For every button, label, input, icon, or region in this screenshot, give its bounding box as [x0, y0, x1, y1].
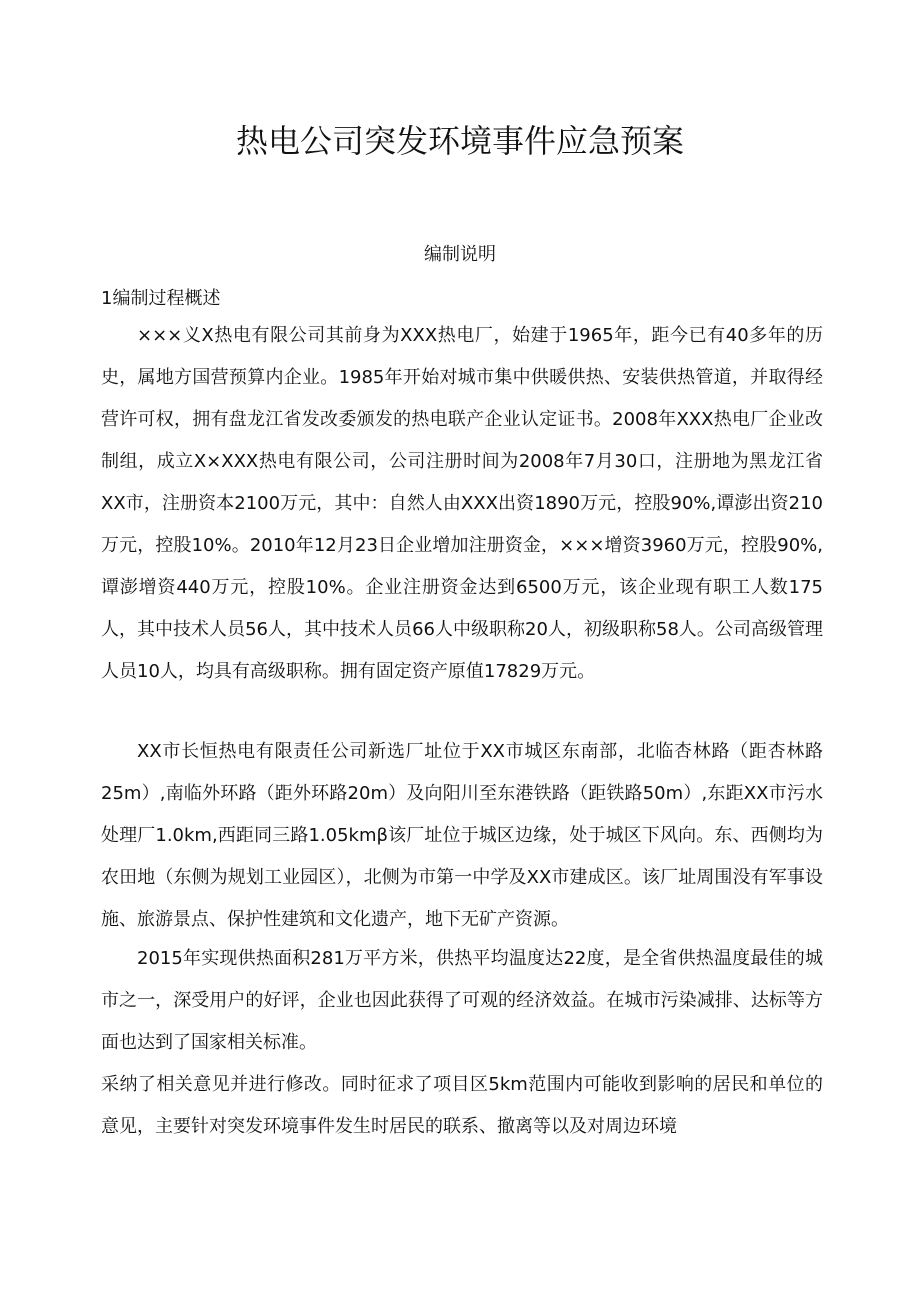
paragraph-heating-performance: 2015年实现供热面积281万平方米，供热平均温度达22度，是全省供热温度最佳的城市之一，深受用户的好评，企业也因此获得了可观的经济效益。在城市污染减排、达标等方面也达到了国家相关标准。 [101, 948, 823, 1053]
paragraph-consultation: 采纳了相关意见并进行修改。同时征求了项目区5km范围内可能收到影响的居民和单位的意见，主要针对突发环境事件发生时居民的联系、撤离等以及对周边环境 [101, 1074, 823, 1137]
paragraph-company-history: ×××义X热电有限公司其前身为XXX热电厂，始建于1965年，距今已有40多年的历史，属地方国营预算内企业。1985年开始对城市集中供暖供热、安装供热管道，并取得经营许可权，拥有盘龙江省发改委颁发的热电联产企业认定证书。2008年XXX热电厂企业改制组，成立X×XXX热电有限公司，公司注册时间为2008年7月30口，注册地为黑龙江省XX市，注册资本2100万元，其中：自然人由XXX出资1890万元，控股90%,谭澎出资210万元，控股10%。2010年12月23日企业增加注册资金，×××增资3960万元，控股90%,谭澎增资440万元，控股10%。企业注册资金达到6500万元，该企业现有职工人数175人，其中技术人员56人，其中技术人员66人中级职称20人，初级职称58人。公司高级管理人员10人，均具有高级职称。拥有固定资产原值17829万元。 [101, 325, 823, 682]
paragraph-site-location: XX市长恒热电有限责任公司新选厂址位于XX市城区东南部，北临杏林路（距杏林路25m）,南临外环路（距外环路20m）及向阳川至东港铁路（距铁路50m）,东距XX市污水处理厂1.0km,西距同三路1.05kmβ该厂址位于城区边缘，处于城区下风向。东、西侧均为农田地（东侧为规划工业园区），北侧为市第一中学及XX市建成区。该厂址周围没有军事设施、旅游景点、保护性建筑和文化遗产，地下无矿产资源。 [101, 741, 823, 930]
sub-heading: 1编制过程概述 [101, 288, 221, 309]
section-heading: 编制说明 [424, 244, 496, 265]
document-title: 热电公司突发环境事件应急预案 [235, 122, 684, 160]
